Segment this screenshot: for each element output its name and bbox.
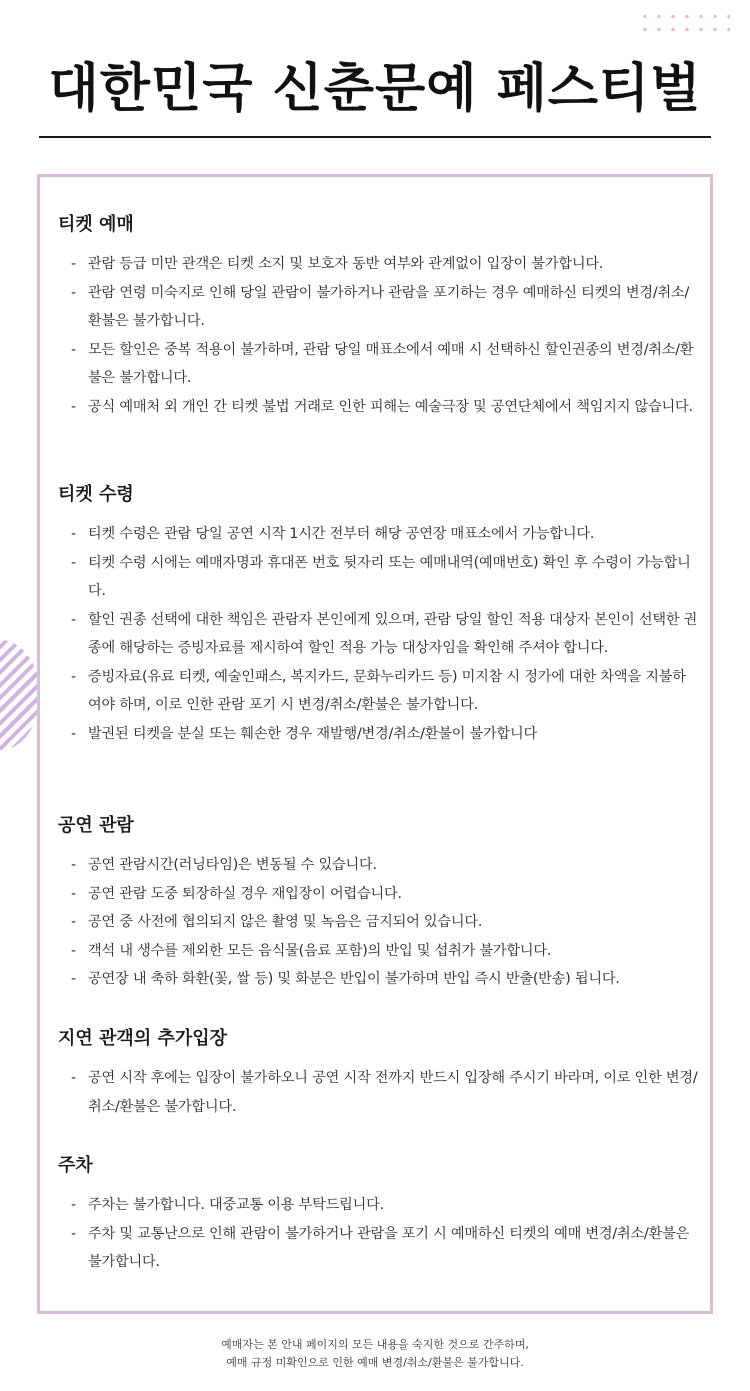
item-text: 객석 내 생수를 제외한 모든 음식물(음료 포함)의 반입 및 섭취가 불가합니다. [88,942,552,959]
bullet-dash: - [71,611,76,628]
item-text: 주차는 불가합니다. 대중교통 이용 부탁드립니다. [88,1197,384,1213]
list-item [58,937,698,966]
list-item [58,250,698,279]
notice-list [58,520,698,748]
footer-line: 예매 규정 미확인으로 인한 예매 변경/취소/환불은 불가합니다. [226,1356,524,1369]
notice-list [58,1064,698,1121]
decorative-dot-grid [638,10,730,32]
item-text: 공식 예매처 외 개인 간 티켓 불법 거래로 인한 피해는 예술극장 및 공연단체에서 책임지지 않습니다. [88,398,693,415]
section-heading: 티켓 예매 [58,214,134,235]
bullet-dash: - [71,398,76,415]
footer-line: 예매자는 본 안내 페이지의 모든 내용을 숙지한 것으로 간주하며, [221,1338,529,1351]
decorative-stripe-shape [0,640,40,750]
section-heading: 주차 [58,1155,93,1176]
list-item [58,336,698,393]
item-text: 증빙자료(유료 티켓, 예술인패스, 복지카드, 문화누리카드 등) 미지참 시 정가에 대한 차액을 지불하여야 하며, 이로 인한 관람 포기 시 변경/취소/환불은 불가합니다. [88,668,686,713]
footer-note [0,1336,750,1372]
bullet-dash: - [71,341,76,358]
section-ticket-pickup [58,483,698,748]
bullet-dash: - [71,885,76,902]
item-text: 관람 등급 미만 관객은 티켓 소지 및 보호자 동반 여부와 관계없이 입장이 불가합니다. [88,256,604,272]
list-item [58,1064,698,1121]
bullet-dash: - [71,554,76,571]
item-text: 관람 연령 미숙지로 인해 당일 관람이 불가하거나 관람을 포기하는 경우 예매하신 티켓의 변경/취소/환불은 불가합니다. [88,284,690,329]
section-performance-viewing [58,814,698,994]
list-item [58,393,698,422]
item-text: 공연 중 사전에 협의되지 않은 촬영 및 녹음은 금지되어 있습니다. [88,914,483,930]
bullet-dash: - [71,526,76,542]
bullet-dash: - [71,668,76,685]
list-item [58,908,698,937]
list-item [58,720,698,749]
item-text: 공연 관람시간(러닝타임)은 변동될 수 있습니다. [88,857,377,873]
list-item [58,663,698,720]
notice-list [58,851,698,994]
item-text: 할인 권종 선택에 대한 책임은 관람자 본인에게 있으며, 관람 당일 할인 적용 대상자 본인이 선택한 권종에 해당하는 증빙자료를 제시하여 할인 적용 가능 대상자임을 확인해 주셔야 합니다. [88,611,698,656]
section-parking [58,1154,698,1277]
list-item [58,851,698,880]
bullet-dash: - [71,914,76,930]
list-item [58,965,698,994]
list-item [58,279,698,336]
bullet-dash: - [71,284,76,301]
section-late-entry [58,1027,698,1121]
bullet-dash: - [71,1197,76,1213]
item-text: 티켓 수령은 관람 당일 공연 시작 1시간 전부터 해당 공연장 매표소에서 가능합니다. [88,526,595,542]
list-item [58,520,698,549]
list-item [58,606,698,663]
item-text: 발권된 티켓을 분실 또는 훼손한 경우 재발행/변경/취소/환불이 불가합니다 [88,725,538,742]
item-text: 공연장 내 축하 화환(꽃, 쌀 등) 및 화분은 반입이 불가하며 반입 즉시 반출(반송) 됩니다. [88,971,620,987]
section-heading: 티켓 수령 [58,484,134,505]
title-divider [39,136,711,138]
notice-box [37,174,713,1314]
item-text: 모든 할인은 중복 적용이 불가하며, 관람 당일 매표소에서 예매 시 선택하신 할인권종의 변경/취소/환불은 불가합니다. [88,341,694,386]
item-text: 공연 시작 후에는 입장이 불가하오니 공연 시작 전까지 반드시 입장해 주시기 바라며, 이로 인한 변경/취소/환불은 불가합니다. [88,1070,698,1115]
bullet-dash: - [71,1225,76,1242]
item-text: 티켓 수령 시에는 예매자명과 휴대폰 번호 뒷자리 또는 예매내역(예매번호) 확인 후 수령이 가능합니다. [88,554,691,599]
bullet-dash: - [71,942,76,959]
notice-list [58,1191,698,1277]
item-text: 공연 관람 도중 퇴장하실 경우 재입장이 어렵습니다. [88,885,402,902]
list-item [58,1191,698,1220]
bullet-dash: - [71,971,76,987]
list-item [58,1220,698,1277]
bullet-dash: - [71,725,76,742]
bullet-dash: - [71,857,76,873]
section-ticket-booking [58,213,698,421]
notice-list [58,250,698,421]
section-heading: 지연 관객의 추가입장 [58,1028,228,1049]
list-item [58,549,698,606]
page-title: 대한민국 신춘문예 페스티벌 [48,59,702,119]
section-heading: 공연 관람 [58,815,134,836]
bullet-dash: - [71,1070,76,1086]
item-text: 주차 및 교통난으로 인해 관람이 불가하거나 관람을 포기 시 예매하신 티켓의 예매 변경/취소/환불은 불가합니다. [88,1225,690,1270]
bullet-dash: - [71,256,76,272]
list-item [58,880,698,909]
